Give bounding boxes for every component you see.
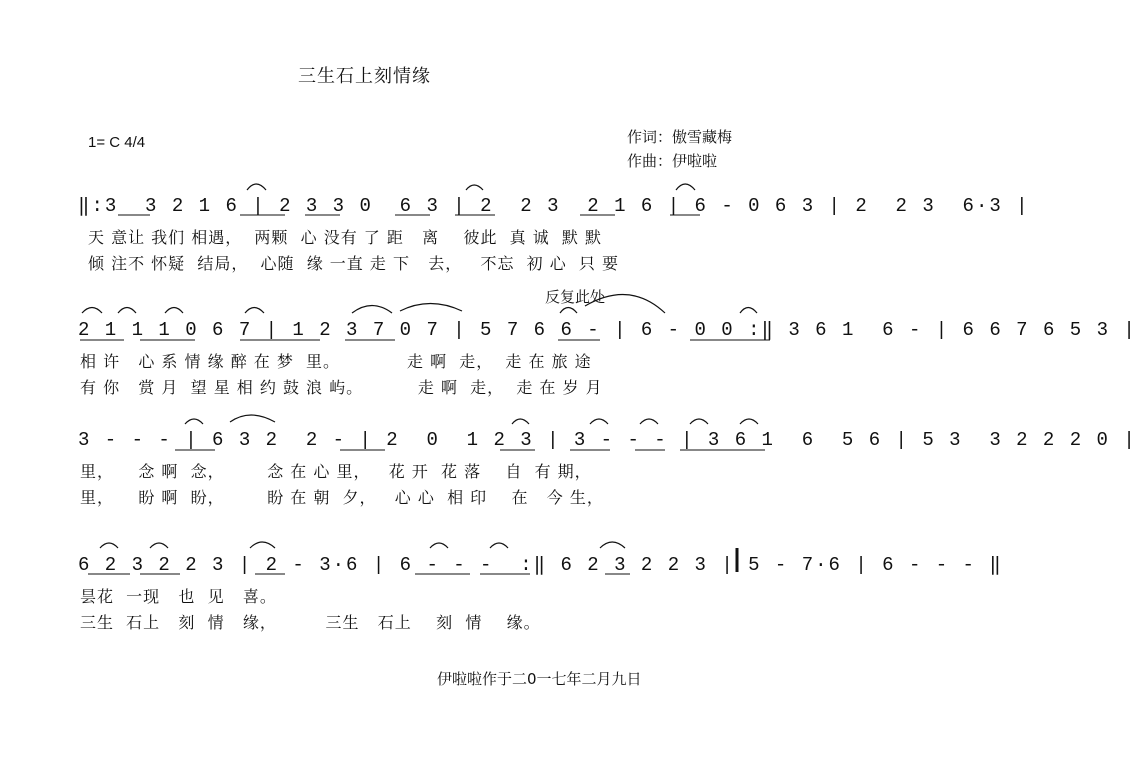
song-title: 三生石上刻情缘	[298, 66, 431, 87]
lyrics-line-3b: 里， 盼 啊 盼， 盼 在 朝 夕， 心 心 相 印 在 今 生，	[80, 488, 604, 507]
notation-line-2: 2 1 1 1 0 6 7 | 1 2 3 7 0 7 | 5 7 6 6 - | 6 - 0 0 :‖ 3 6 1 6 - | 6 6 7 6 5 3 |	[78, 319, 1137, 341]
lyrics-line-2b: 有 你 赏 月 望 星 相 约 鼓 浪 屿。 走 啊 走， 走 在 岁 月	[80, 378, 603, 397]
lyrics-line-2a: 相 许 心 系 情 缘 醉 在 梦 里。 走 啊 走， 走 在 旅 途	[80, 352, 592, 371]
lyrics-line-3a: 里， 念 啊 念， 念 在 心 里， 花 开 花 落 自 有 期，	[80, 462, 592, 481]
notation-line-3: 3 - - - | 6 3 2 2 - | 2 0 1 2 3 | 3 - - - | 3 6 1 6 5 6 | 5 3 3 2 2 2 0 |	[78, 429, 1137, 451]
key-signature: 1= C 4/4	[88, 134, 146, 151]
notation-line-4: 6 2 3 2 2 3 | 2 - 3·6 | 6 - - - :‖ 6 2 3 2 2 3 | 5 - 7·6 | 6 - - - ‖	[78, 554, 1003, 576]
lyrics-line-4a: 昙花 一现 也 见 喜。	[80, 587, 277, 606]
lyrics-line-1b: 倾 注不 怀疑 结局， 心随 缘 一直 走 下 去， 不忘 初 心 只 要	[88, 254, 619, 273]
notation-line-1: ‖:3 3 2 1 6 | 2 3 3 0 6 3 | 2 2 3 2 1 6 | 6 - 0 6 3 | 2 2 3 6·3 |	[78, 195, 1030, 217]
lyricist-credit: 作词：傲雪藏梅	[627, 128, 733, 146]
footer-date: 伊啦啦作于二0一七年二月九日	[437, 670, 642, 688]
lyrics-line-1a: 天 意让 我们 相遇， 两颗 心 没有 了 距 离 彼此 真 诚 默 默	[88, 228, 602, 247]
lyrics-line-4b: 三生 石上 刻 情 缘， 三生 石上 刻 情 缘。	[80, 613, 541, 632]
composer-credit: 作曲：伊啦啦	[627, 152, 718, 170]
repeat-mark-label: 反复此处	[545, 288, 606, 306]
